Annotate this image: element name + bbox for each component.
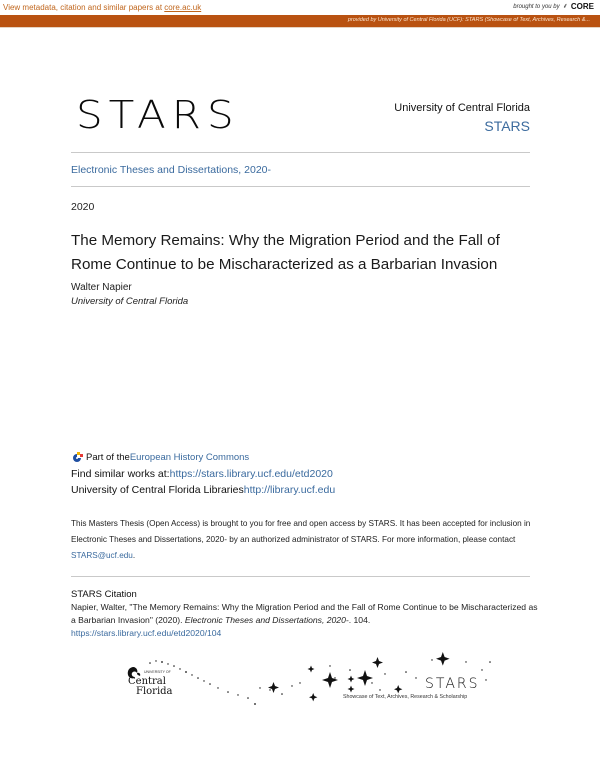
footer-stars-logo: STARS [425,676,480,692]
open-access-statement [71,516,541,564]
part-of-row [71,450,335,466]
divider [71,576,530,577]
ucf-university-of: UNIVERSITY OF [144,670,171,674]
similar-works-link[interactable]: https://stars.library.ucf.edu/etd2020 [169,468,333,480]
core-header [0,0,600,15]
ucf-logo [124,666,184,706]
open-access-text: This Masters Thesis (Open Access) is brought to you for free and open access by STARS. It has been accepted for inclusion in Electronic Theses and Dissertations, 2020- by an authorized administrator of STARS. For more information, please contact [71,519,531,544]
footer-banner [110,648,500,708]
library-prefix: University of Central Florida Libraries [71,484,244,496]
part-of-prefix: Part of the [86,452,130,463]
citation-heading: STARS Citation [71,589,137,600]
brought-by [513,2,594,11]
institution-name: University of Central Florida [394,102,530,114]
european-history-commons-link[interactable]: European History Commons [129,452,250,463]
stars-logo: STARS [76,91,240,138]
thesis-title: The Memory Remains: Why the Migration Period and the Fall of Rome Continue to be Mischaracterized as a Barbarian Invasion [71,232,500,273]
citation-journal: Electronic Theses and Dissertations, 2020- [184,615,349,625]
author-name: Walter Napier [71,282,132,293]
library-link[interactable]: http://library.ucf.edu [243,484,336,496]
core-link[interactable]: core.ac.uk [164,3,202,12]
ucf-central: Central [128,676,166,687]
author-affiliation: University of Central Florida [71,296,189,307]
metadata-text: View metadata, citation and similar papers at [3,3,165,12]
library-row [71,482,335,498]
citation-start: Napier, Walter, "The Memory Remains: Why the Migration Period and the Fall of Rome Continue to be Mischaracterized as a Barbarian Invasion" (2020). [71,602,538,625]
repository-name: STARS [484,118,530,134]
citation-block [71,589,541,640]
divider [71,186,530,187]
similar-works-prefix: Find similar works at: [71,468,170,480]
digital-commons-icon [71,452,83,464]
core-provider-bar [0,15,600,27]
contact-email-link[interactable]: STARS@ucf.edu [71,551,133,560]
footer-tagline: Showcase of Text, Archives, Research & Scholarship [343,694,468,700]
collection-link[interactable]: Electronic Theses and Dissertations, 2020- [71,164,271,176]
related-links [71,450,335,498]
similar-works-row [71,466,335,482]
publication-year: 2020 [71,201,95,213]
citation-text [71,601,541,640]
citation-url-link[interactable]: https://stars.library.ucf.edu/etd2020/104 [71,628,222,638]
divider [0,27,600,28]
provided-by-text[interactable]: provided by University of Central Florida (UCF): STARS (Showcase of Text, Archives, Research &... [347,17,590,23]
institution-block [394,102,530,134]
ucf-florida: Florida [136,686,173,697]
metadata-notice [3,3,201,12]
core-mark-icon: ⸙ [562,3,568,10]
citation-end: . 104. [348,615,371,625]
core-logo[interactable]: CORE [570,2,594,11]
punctuation: . [132,551,136,560]
brought-by-text: brought to you by [513,3,560,10]
divider [71,152,530,153]
